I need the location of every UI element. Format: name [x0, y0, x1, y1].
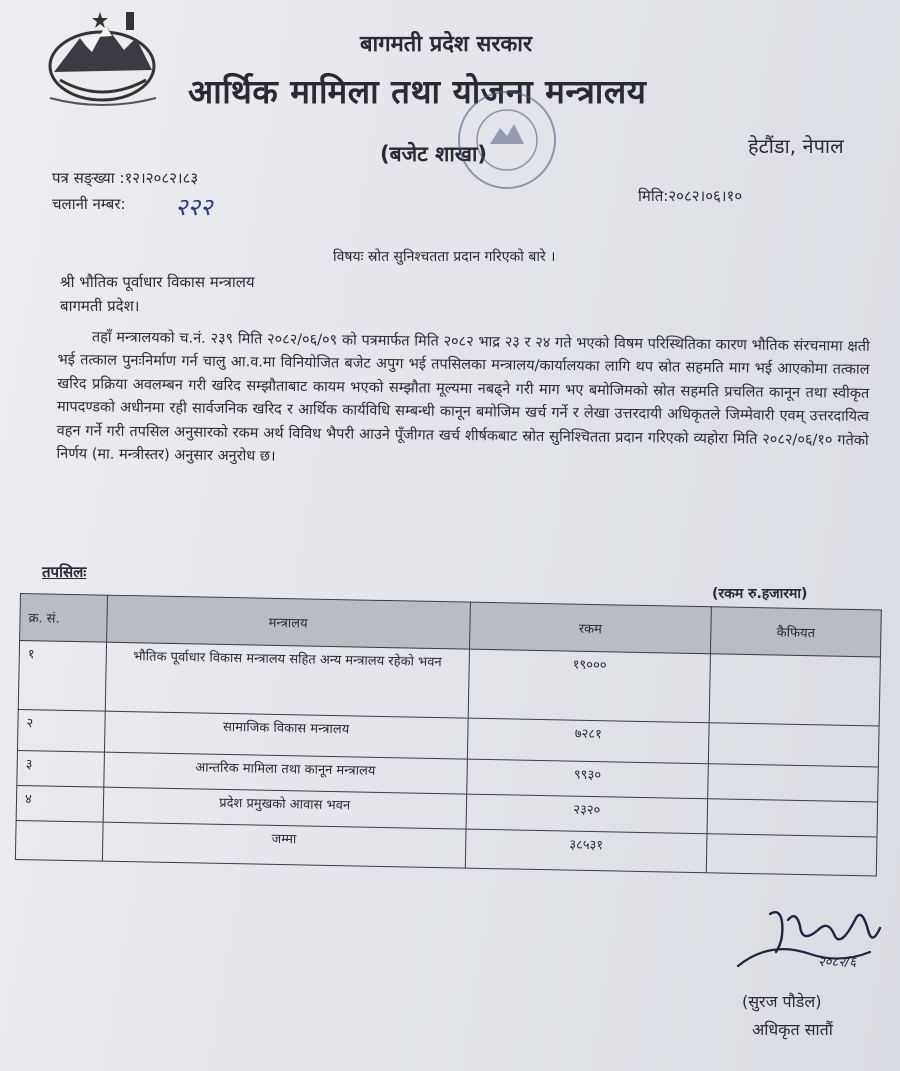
signature-date: २०८२/६: [818, 955, 857, 970]
row-ministry: आन्तरिक मामिला तथा कानून मन्त्रालय: [103, 752, 467, 794]
handwritten-signature-icon: [730, 900, 890, 980]
total-label: जम्मा: [102, 822, 466, 868]
row-ministry: सामाजिक विकास मन्त्रालय: [104, 711, 468, 759]
row-remarks: [707, 799, 878, 837]
letter-date: मिति:२०८२।०६।१०: [638, 187, 743, 205]
ministry-name: आर्थिक मामिला तथा योजना मन्त्रालय: [188, 72, 647, 111]
row-remarks: [708, 723, 879, 767]
nepal-emblem-icon: [40, 8, 170, 108]
row-amount: ७२८१: [467, 718, 709, 764]
header-ministry: मन्त्रालय: [106, 595, 470, 649]
signatory-name: (सुरज पौडेल): [742, 992, 822, 1011]
total-serial: [15, 820, 102, 861]
dispatch-number: २२२: [175, 193, 213, 221]
row-serial: २: [17, 709, 104, 752]
total-remarks: [706, 834, 877, 876]
signatory-title: अधिकृत सातौं: [752, 1020, 833, 1039]
office-stamp-icon: [442, 88, 572, 198]
total-amount: ३८५३१: [465, 829, 707, 873]
header-remarks: कैफियत: [710, 607, 881, 657]
office-location: हेटौंडा, नेपाल: [748, 134, 844, 158]
header-amount: रकम: [469, 602, 711, 654]
section-name: (बजेट शाखा): [380, 142, 487, 166]
row-amount: १९०००: [468, 649, 710, 723]
row-amount: ९९३०: [467, 759, 709, 799]
header-serial: क्र. सं.: [20, 594, 107, 643]
row-ministry: भौतिक पूर्वाधार विकास मन्त्रालय सहित अन्य मन्त्रालय रहेको भवन: [105, 642, 470, 718]
addressee-line-2: बागमती प्रदेश।: [60, 297, 140, 315]
row-serial: ४: [16, 785, 103, 822]
dispatch-label: चलानी नम्बर:: [52, 195, 126, 213]
row-remarks: [708, 764, 879, 802]
schedule-table: [15, 593, 882, 876]
reference-number: पत्र सङ्ख्या :१२।२०८२।८३: [52, 169, 199, 187]
letter-body: [56, 326, 870, 476]
letter-body-text: तहाँ मन्त्रालयको च.नं. २३९ मिति २०८२/०६/०९ को पत्रमार्फत मिति २०८२ भाद्र २३ र २४ गते भएको विषम परिस्थितिका कारण भौतिक संरचनामा क्षती भई तत्काल पुनःनिर्माण गर्न चालु आ.व.मा विनियोजित बजेट अपुग भई तपसिलका मन्त्रालय/कार्यालयका लागि थप स्रोत सहमति माग भई आएकोमा तत्काल खरिद प्रक्रिया अवलम्बन गरी खरिद सम्झौताबाट कायम भएको सम्झौता मूल्यमा नबढ्ने गरी माग भए बमोजिमको स्रोत सहमति प्रचलित कानून तथा स्वीकृत मापदण्डको अधीनमा रही सार्वजनिक खरिद र आर्थिक कार्यविधि सम्बन्धी कानून बमोजिम खर्च गर्ने र लेखा उत्तरदायी अधिकृतले जिम्मेवारी एवम् उत्तरदायित्व वहन गर्ने गरी तपसिल अनुसारको रकम अर्थ विविध भैपरी आउने पूँजीगत खर्च शीर्षकबाट स्रोत सुनिश्चितता प्रदान गरिएको व्यहोरा मिति २०८२/०६/१० गतेको निर्णय (मा. मन्त्रीस्तर) अनुसार अनुरोध छ।: [56, 329, 870, 465]
row-amount: २३२०: [466, 794, 708, 834]
row-serial: ३: [17, 750, 104, 787]
row-serial: १: [18, 641, 106, 712]
schedule-heading: तपसिलः: [42, 563, 87, 581]
row-remarks: [709, 654, 880, 726]
addressee-line-1: श्री भौतिक पूर्वाधार विकास मन्त्रालय: [60, 273, 255, 291]
letter-subject: विषयः स्रोत सुनिश्चतता प्रदान गरिएको बारे ।: [333, 249, 556, 265]
government-name: बागमती प्रदेश सरकार: [360, 32, 532, 57]
row-ministry: प्रदेश प्रमुखको आवास भवन: [103, 787, 467, 829]
amount-unit: (रकम रु.हजारमा): [712, 586, 808, 602]
